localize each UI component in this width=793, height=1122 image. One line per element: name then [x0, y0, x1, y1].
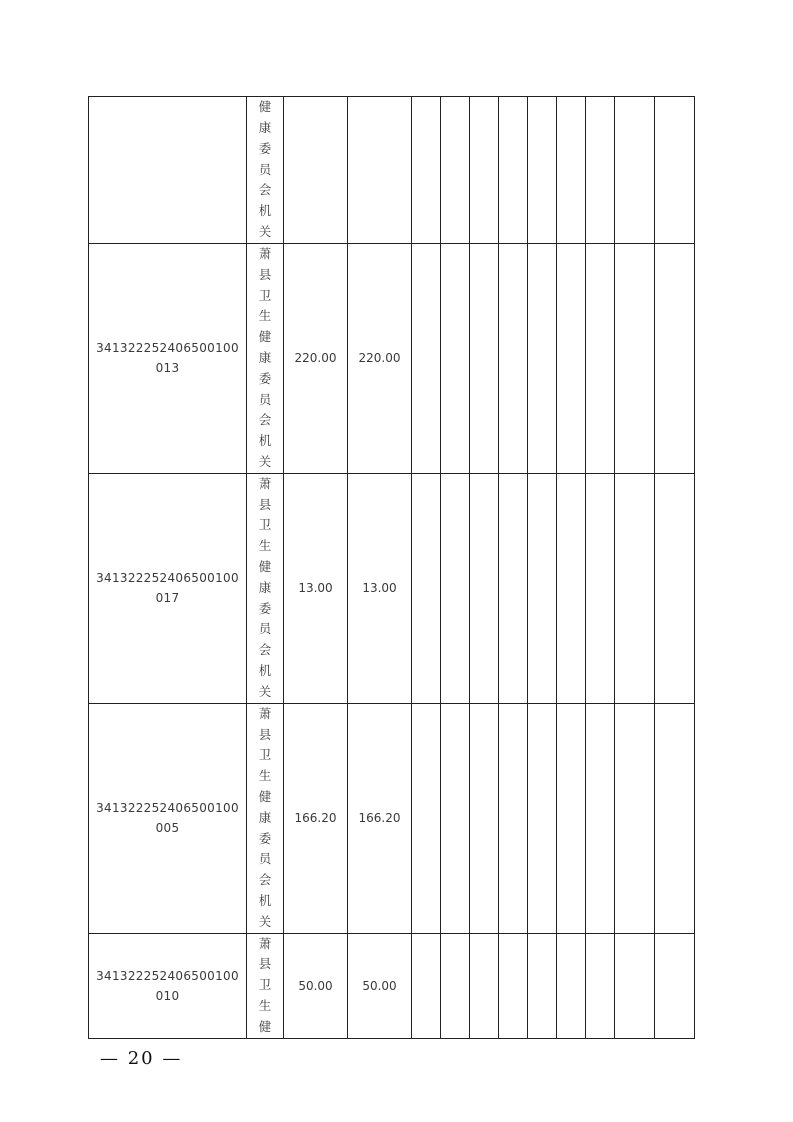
empty-cell	[470, 244, 499, 474]
empty-cell	[499, 933, 528, 1038]
empty-cell	[441, 244, 470, 474]
empty-cell	[499, 97, 528, 244]
empty-cell	[499, 244, 528, 474]
empty-cell	[499, 703, 528, 933]
empty-cell	[470, 703, 499, 933]
amount-cell: 166.20	[348, 703, 412, 933]
amount-cell: 220.00	[284, 244, 348, 474]
table-row	[89, 703, 695, 933]
empty-cell	[655, 97, 695, 244]
empty-cell	[528, 473, 557, 703]
empty-cell	[441, 703, 470, 933]
code-cell: 341322252406500100010	[89, 933, 247, 1038]
empty-cell	[470, 97, 499, 244]
amount-cell: 13.00	[284, 473, 348, 703]
table-row	[89, 473, 695, 703]
empty-cell	[557, 703, 586, 933]
empty-cell	[586, 473, 615, 703]
org-cell: 萧县卫生健康委员会机关	[247, 703, 284, 933]
empty-cell	[528, 703, 557, 933]
empty-cell	[557, 933, 586, 1038]
empty-cell	[655, 933, 695, 1038]
code-cell: 341322252406500100013	[89, 244, 247, 474]
empty-cell	[586, 97, 615, 244]
empty-cell	[655, 473, 695, 703]
table-row	[89, 97, 695, 244]
empty-cell	[615, 473, 655, 703]
amount-cell	[348, 97, 412, 244]
empty-cell	[470, 933, 499, 1038]
empty-cell	[412, 703, 441, 933]
org-cell: 萧县卫生健康委员会机关	[247, 473, 284, 703]
empty-cell	[615, 933, 655, 1038]
amount-cell: 166.20	[284, 703, 348, 933]
empty-cell	[655, 703, 695, 933]
empty-cell	[441, 933, 470, 1038]
empty-cell	[557, 244, 586, 474]
empty-cell	[528, 933, 557, 1038]
empty-cell	[586, 933, 615, 1038]
code-cell	[89, 97, 247, 244]
page-number: — 20 —	[100, 1048, 183, 1069]
empty-cell	[586, 244, 615, 474]
empty-cell	[615, 703, 655, 933]
empty-cell	[412, 97, 441, 244]
empty-cell	[412, 244, 441, 474]
amount-cell: 13.00	[348, 473, 412, 703]
empty-cell	[528, 244, 557, 474]
org-cell: 萧县卫生健	[247, 933, 284, 1038]
empty-cell	[615, 244, 655, 474]
amount-cell	[284, 97, 348, 244]
empty-cell	[412, 473, 441, 703]
org-cell: 健康委员会机关	[247, 97, 284, 244]
amount-cell: 50.00	[348, 933, 412, 1038]
empty-cell	[615, 97, 655, 244]
empty-cell	[586, 703, 615, 933]
org-cell: 萧县卫生健康委员会机关	[247, 244, 284, 474]
fund-table	[88, 96, 695, 1039]
empty-cell	[499, 473, 528, 703]
code-cell: 341322252406500100017	[89, 473, 247, 703]
empty-cell	[441, 97, 470, 244]
table-row	[89, 933, 695, 1038]
empty-cell	[470, 473, 499, 703]
amount-cell: 50.00	[284, 933, 348, 1038]
table-row	[89, 244, 695, 474]
empty-cell	[412, 933, 441, 1038]
code-cell: 341322252406500100005	[89, 703, 247, 933]
empty-cell	[557, 97, 586, 244]
empty-cell	[557, 473, 586, 703]
empty-cell	[655, 244, 695, 474]
amount-cell: 220.00	[348, 244, 412, 474]
empty-cell	[528, 97, 557, 244]
empty-cell	[441, 473, 470, 703]
